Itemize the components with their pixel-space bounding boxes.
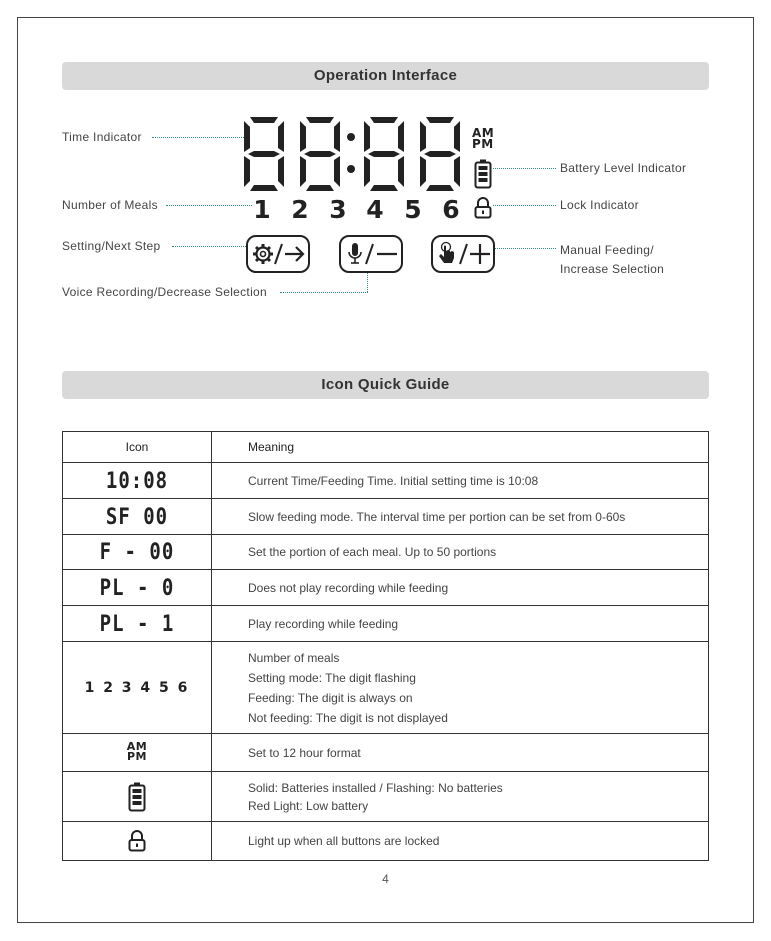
icon-column-header: Icon — [63, 432, 212, 463]
setting-next-button[interactable] — [246, 235, 310, 273]
am-pm-icon — [127, 742, 147, 762]
setting-next-step-leader — [172, 246, 246, 247]
number-of-meals-leader — [166, 205, 252, 206]
row-meaning: Current Time/Feeding Time. Initial setting time is 10:08 — [212, 463, 709, 499]
lcd-colon-bottom — [347, 165, 355, 173]
lcd-time-icon: 10:08 — [105, 467, 169, 494]
meal-number-6: 6 — [442, 195, 460, 224]
lcd-colon-top — [347, 133, 355, 141]
row-meaning: Play recording while feeding — [212, 606, 709, 642]
lcd-play-on-icon: PL - 1 — [99, 610, 175, 637]
lcd-digit-1 — [244, 117, 284, 191]
battery-level-indicator-label: Battery Level Indicator — [560, 161, 687, 175]
am-label: AM — [472, 126, 495, 140]
battery-icon — [128, 782, 146, 812]
lock-icon — [128, 830, 146, 852]
am-label: AM — [126, 740, 148, 753]
plus-icon — [470, 244, 490, 264]
row-meaning — [212, 642, 709, 734]
table-header-row — [63, 432, 709, 463]
table-row — [63, 642, 709, 734]
number-of-meals-label: Number of Meals — [62, 198, 158, 212]
meaning-column-header: Meaning — [212, 432, 709, 463]
row-meaning: Set to 12 hour format — [212, 734, 709, 772]
hand-tap-icon — [439, 243, 454, 264]
meal-number-2: 2 — [291, 195, 309, 224]
meaning-line: Red Light: Low battery — [248, 798, 369, 813]
page-number: 4 — [382, 872, 389, 886]
meaning-line: Setting mode: The digit flashing — [248, 670, 416, 685]
meaning-line: Feeding: The digit is always on — [248, 690, 413, 705]
operation-interface-header: Operation Interface — [62, 62, 709, 90]
lcd-digit-4 — [420, 117, 460, 191]
meaning-line: Solid: Batteries installed / Flashing: No batteries — [248, 780, 503, 795]
pm-label: PM — [126, 750, 147, 763]
manual-feeding-label-line1: Manual Feeding/ — [560, 243, 654, 257]
lcd-slow-feed-icon: SF 00 — [105, 503, 169, 530]
table-row — [63, 822, 709, 861]
voice-decrease-button[interactable] — [339, 235, 403, 273]
meal-number-1: 1 — [253, 195, 271, 224]
table-row — [63, 734, 709, 772]
pm-label: PM — [472, 137, 494, 151]
icon-quick-guide-header: Icon Quick Guide — [62, 371, 709, 399]
meaning-line: Number of meals — [248, 650, 340, 665]
battery-icon — [474, 159, 492, 189]
row-meaning: Does not play recording while feeding — [212, 570, 709, 606]
gear-icon — [253, 244, 273, 264]
battery-leader — [493, 168, 556, 169]
row-meaning: Set the portion of each meal. Up to 50 portions — [212, 535, 709, 570]
meal-number-4: 4 — [366, 195, 384, 224]
table-row — [63, 535, 709, 570]
lcd-digit-2 — [300, 117, 340, 191]
lcd-portion-icon: F - 00 — [99, 539, 175, 565]
voice-recording-leader-h — [280, 292, 368, 293]
time-indicator-leader — [152, 137, 244, 138]
table-row — [63, 463, 709, 499]
voice-recording-leader-v — [367, 273, 368, 292]
arrow-right-icon — [285, 247, 303, 261]
lcd-digit-3 — [364, 117, 404, 191]
manual-feeding-label — [560, 241, 664, 279]
am-pm-indicator — [472, 128, 494, 150]
lcd-play-off-icon: PL - 0 — [99, 574, 175, 601]
row-meaning: Light up when all buttons are locked — [212, 822, 709, 861]
table-row — [63, 499, 709, 535]
manual-feeding-leader — [495, 248, 556, 249]
table-row — [63, 570, 709, 606]
manual-feeding-label-line2: Increase Selection — [560, 262, 665, 276]
voice-recording-label: Voice Recording/Decrease Selection — [62, 285, 267, 299]
table-row — [63, 772, 709, 822]
row-meaning: Slow feeding mode. The interval time per portion can be set from 0-60s — [212, 499, 709, 535]
row-meaning — [212, 772, 709, 822]
lock-icon — [474, 197, 492, 219]
meal-number-5: 5 — [404, 195, 422, 224]
table-row — [63, 606, 709, 642]
microphone-icon — [349, 243, 361, 263]
manual-feeding-increase-button[interactable] — [431, 235, 495, 273]
time-indicator-label: Time Indicator — [62, 130, 142, 144]
setting-next-step-label: Setting/Next Step — [62, 239, 161, 253]
lock-indicator-label: Lock Indicator — [560, 198, 639, 212]
meal-numbers-icon: 1 2 3 4 5 6 — [84, 679, 190, 696]
icon-guide-table — [62, 431, 709, 861]
lock-leader — [493, 205, 556, 206]
meal-number-3: 3 — [329, 195, 347, 224]
meaning-line: Not feeding: The digit is not displayed — [248, 710, 448, 725]
lcd-digits-display — [244, 117, 464, 191]
